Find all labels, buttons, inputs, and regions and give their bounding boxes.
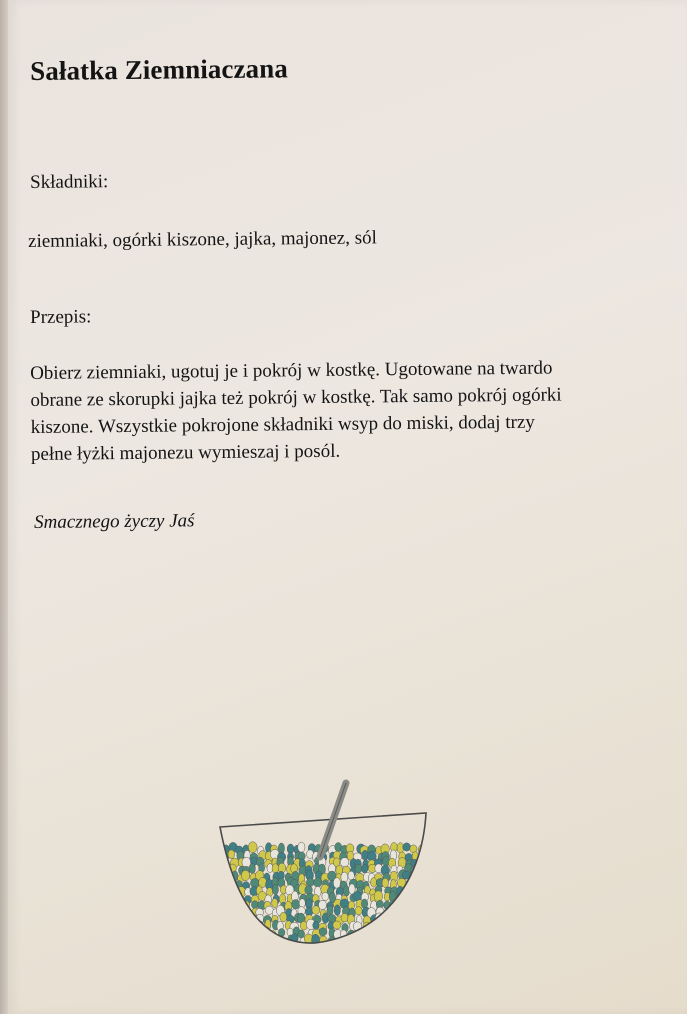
salad-piece <box>416 878 425 887</box>
salad-piece <box>244 914 251 923</box>
salad-piece <box>257 929 263 940</box>
salad-piece <box>248 937 257 945</box>
salad-piece <box>399 905 406 915</box>
salad-piece <box>234 915 242 923</box>
salad-piece <box>333 878 340 889</box>
salad-piece <box>220 929 229 938</box>
salad-piece <box>369 929 378 940</box>
salad-piece <box>403 915 410 926</box>
ingredients-heading: Składniki: <box>30 171 109 193</box>
salad-piece <box>350 934 358 944</box>
salad-piece <box>414 923 420 931</box>
salad-piece <box>272 864 279 873</box>
salad-piece <box>255 921 263 929</box>
salad-piece <box>272 898 278 907</box>
recipe-title: Sałatka Ziemniaczana <box>30 53 289 86</box>
salad-piece <box>229 885 238 895</box>
salad-contents <box>220 842 428 947</box>
salad-piece <box>392 913 398 922</box>
salad-piece <box>399 900 407 910</box>
salad-piece <box>223 923 229 933</box>
salad-piece <box>225 870 231 880</box>
salad-piece <box>385 915 392 925</box>
salad-piece <box>249 863 255 873</box>
salad-piece <box>417 902 423 912</box>
salad-piece <box>381 938 389 947</box>
salad-piece <box>263 935 269 945</box>
salad-piece <box>412 907 420 916</box>
method-line: obrane ze skorupki jajka też pokrój w kostkę. Tak samo pokrój ogórki <box>30 384 562 411</box>
salad-piece <box>392 935 398 944</box>
salad-piece <box>251 901 258 909</box>
method-line: kiszone. Wszystkie pokrojone składniki wsyp do miski, dodaj trzy <box>30 411 535 438</box>
salad-piece <box>411 891 420 902</box>
salad-piece <box>389 908 396 918</box>
salad-piece <box>371 877 377 887</box>
salad-piece <box>405 900 411 909</box>
salad-piece <box>364 929 370 938</box>
salad-piece <box>418 859 425 869</box>
salad-piece <box>418 935 427 944</box>
salad-piece <box>361 864 368 873</box>
salad-piece <box>241 870 250 880</box>
salad-piece <box>292 899 300 909</box>
ingredients-list: ziemniaki, ogórki kiszone, jajka, majonez, sól <box>28 227 377 252</box>
salad-piece <box>220 881 227 890</box>
salad-piece <box>245 928 252 936</box>
salad-piece <box>417 906 425 916</box>
salad-piece <box>231 914 239 922</box>
salad-piece <box>381 921 389 931</box>
salad-piece <box>355 907 362 915</box>
method-heading: Przepis: <box>30 306 92 328</box>
salad-piece <box>223 917 230 925</box>
salad-bowl-icon <box>210 775 440 955</box>
salad-piece <box>375 934 383 944</box>
method-line: pełne łyżki majonezu wymieszaj i posól. <box>30 440 341 465</box>
salad-piece <box>229 928 236 936</box>
salad-piece <box>410 915 417 923</box>
salad-piece <box>405 934 412 945</box>
salad-piece <box>364 934 371 943</box>
salad-piece <box>230 922 237 932</box>
salad-piece <box>259 936 266 947</box>
salad-piece <box>404 909 412 917</box>
salad-piece <box>220 900 229 908</box>
salad-piece <box>405 927 412 937</box>
salad-piece <box>417 926 426 935</box>
salad-piece <box>340 858 348 867</box>
salad-piece <box>390 920 398 929</box>
salad-piece <box>227 891 235 902</box>
salad-piece <box>341 913 348 922</box>
salad-piece <box>382 928 390 938</box>
salad-piece <box>420 892 427 902</box>
salad-piece <box>369 936 377 947</box>
salad-piece <box>348 871 354 880</box>
salad-piece <box>231 936 238 947</box>
salad-piece <box>355 864 362 873</box>
salad-piece <box>313 921 319 929</box>
salad-piece <box>314 878 322 887</box>
salad-piece <box>398 937 405 947</box>
salad-piece <box>391 927 399 937</box>
salad-piece <box>327 905 333 915</box>
salad-piece <box>419 914 427 925</box>
salad-piece <box>319 928 327 936</box>
salad-piece <box>270 938 279 946</box>
salad-piece <box>395 922 404 931</box>
salad-piece <box>251 927 259 936</box>
salad-piece <box>248 842 257 853</box>
salad-piece <box>231 906 238 916</box>
salad-piece <box>235 936 242 944</box>
salad-piece <box>221 884 228 894</box>
salad-piece <box>333 921 341 929</box>
salad-piece <box>417 923 423 932</box>
salad-piece <box>413 935 421 944</box>
page-edge-shadow <box>0 0 8 1014</box>
salad-piece <box>312 906 320 915</box>
salad-piece <box>399 894 408 904</box>
salad-piece <box>223 909 229 919</box>
salad-piece <box>243 935 250 945</box>
salad-piece <box>382 878 388 888</box>
salad-piece <box>334 905 340 916</box>
salad-piece <box>221 894 229 903</box>
salad-piece <box>236 907 242 917</box>
salad-piece <box>412 887 420 895</box>
salad-piece <box>224 933 233 943</box>
salad-piece <box>405 920 411 929</box>
salad-piece <box>322 892 329 900</box>
method-text <box>30 353 671 468</box>
salad-piece <box>343 886 349 897</box>
method-line: Obierz ziemniaki, ugotuj je i pokrój w kostkę. Ugotowane na twardo <box>30 357 553 384</box>
salad-piece <box>396 927 403 938</box>
salad-piece <box>280 912 287 922</box>
salad-piece <box>237 900 245 909</box>
salad-piece <box>419 864 428 874</box>
salad-piece <box>374 921 382 929</box>
salad-piece <box>378 928 385 938</box>
salad-piece <box>252 924 260 933</box>
signature: Smacznego życzy Jaś <box>34 510 195 533</box>
salad-piece <box>416 885 425 893</box>
salad-piece <box>396 914 405 922</box>
salad-piece <box>244 920 253 931</box>
salad-piece <box>411 900 418 909</box>
salad-piece <box>306 878 314 886</box>
salad-piece <box>237 920 244 930</box>
salad-piece <box>405 895 412 903</box>
salad-piece <box>374 891 383 902</box>
salad-piece <box>272 884 278 894</box>
salad-piece <box>413 879 422 889</box>
salad-piece <box>228 901 235 910</box>
salad-piece <box>403 843 411 851</box>
salad-piece <box>228 850 235 859</box>
salad-piece <box>412 930 419 938</box>
salad-piece <box>356 937 363 946</box>
salad-piece <box>298 842 305 852</box>
salad-piece <box>237 928 244 938</box>
salad-piece <box>406 885 414 895</box>
salad-piece <box>417 873 425 882</box>
